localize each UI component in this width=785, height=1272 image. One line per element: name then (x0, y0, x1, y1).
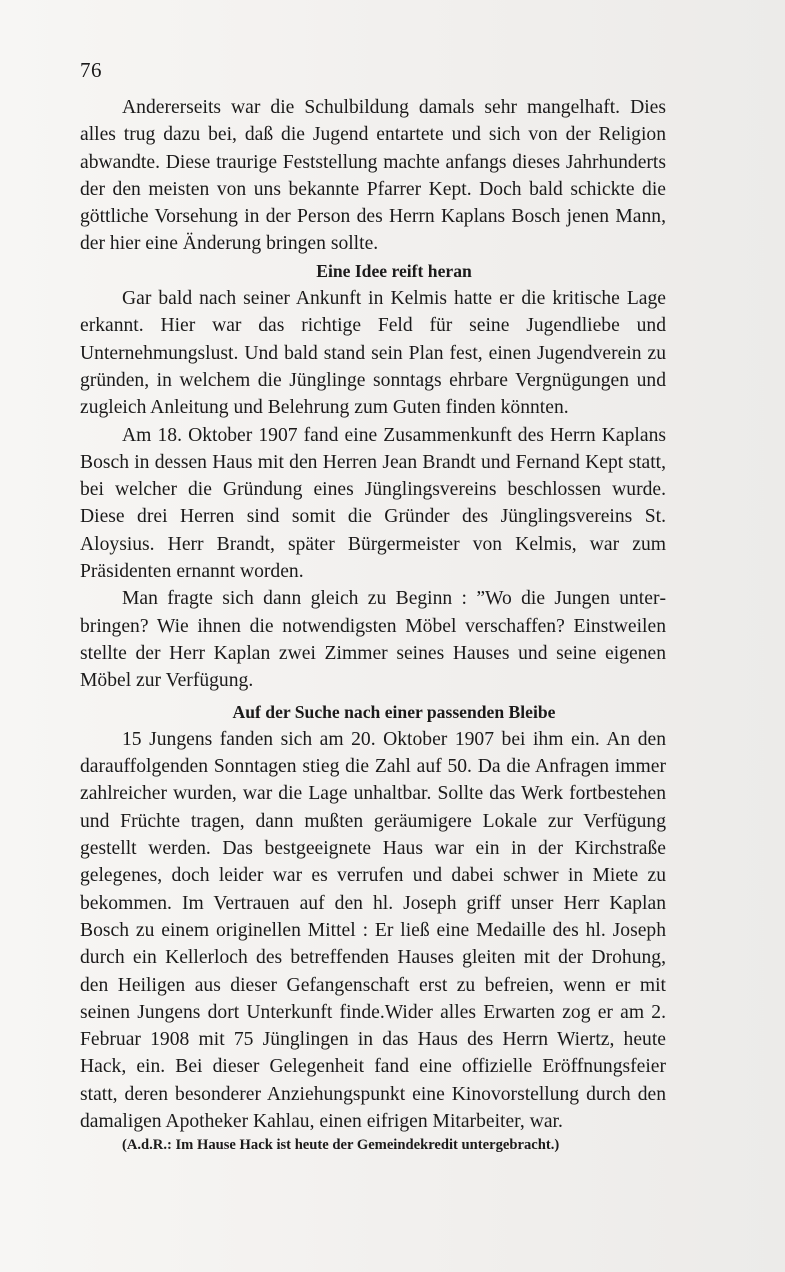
paragraph-moebel: Man fragte sich dann gleich zu Beginn : ”Wo die Jungen unterbringen? Wie ihnen die notwendigsten Möbel verschaffen? Einstweilen stellte der Herr Kaplan zwei Zimmer seines Hauses und seine eigenen Möbel zur Verfügung. (80, 588, 666, 692)
section-heading-idee: Eine Idee reift heran (316, 260, 472, 281)
section-heading-bleibe: Auf der Suche nach einer passenden Bleibe (232, 701, 556, 722)
body-text (80, 94, 666, 1155)
paragraph-jungens: 15 Jungens fanden sich am 20. Oktober 1907 bei ihm ein. An den darauffolgenden Sonntagen stieg die Zahl auf 50. Da die Anfragen immer zahlreicher wurden, war die Lage unhaltbar. Sollte das Werk fortbestehen und Früchte tragen, dann mußten geräumigere Lokale zur Verfügung gestellt werden. Das bestgeeignete Haus war ein in der Kirchstraße gelegenes, doch leider war es verrufen und dabei schwer in Miete zu bekommen. Im Vertrauen auf den hl. Joseph griff unser Herr Kaplan Bosch zu einem originellen Mittel : Er ließ eine Medaille des hl. Joseph durch ein Kellerloch des betreffenden Hauses gleiten mit der Drohung, den Heiligen aus dieser Gefangenschaft erst zu befreien, wenn er mit seinen Jungens dort Unterkunft finde.Wider alles Erwarten zog er am 2. Februar 1908 mit 75 Jünglingen in das Haus des Herrn Wiertz, heute Hack, ein. Bei dieser Gelegenheit fand eine offizielle Eröffnungsfeier statt, deren besonderer Anziehungspunkt eine Kinovorstellung durch den damaligen Apotheker Kahlau, einen eifrigen Mitarbeiter, war. (80, 728, 666, 1132)
paragraph-schulbildung: Andererseits war die Schulbildung damals sehr mangelhaft. Dies alles trug dazu bei, daß die Jugend entartete und sich von der Religion abwandte. Diese traurige Feststellung machte anfangs dieses Jahrhunderts der den meisten von uns bekannte Pfarrer Kept. Doch bald schickte die göttliche Vorsehung in der Person des Herrn Kaplans Bosch jenen Mann, der hier eine Änderung bringen sollte. (80, 97, 666, 255)
editor-note: (A.d.R.: Im Hause Hack ist heute der Gemeindekredit untergebracht.) (122, 1137, 560, 1154)
page-number: 76 (80, 58, 102, 82)
paragraph-ankunft: Gar bald nach seiner Ankunft in Kelmis hatte er die kritische Lage erkannt. Hier war das richtige Feld für seine Jugendliebe und Unternehmungslust. Und bald stand sein Plan fest, einen Jugendverein zu gründen, in welchem die Jünglinge sonntags ehrbare Vergnügungen und zugleich Anleitung und Belehrung zum Guten finden könnten. (80, 288, 666, 419)
paragraph-zusammenkunft: Am 18. Oktober 1907 fand eine Zusammenkunft des Herrn Kaplans Bosch in dessen Haus mit den Herren Jean Brandt und Fernand Kept statt, bei welcher die Gründung eines Jünglingsvereins beschlossen wurde. Diese drei Herren sind somit die Gründer des Jünglingsvereins St. Aloysius. Herr Brandt, später Bürgermeister von Kelmis, war zum Präsidenten ernannt worden. (80, 424, 666, 583)
